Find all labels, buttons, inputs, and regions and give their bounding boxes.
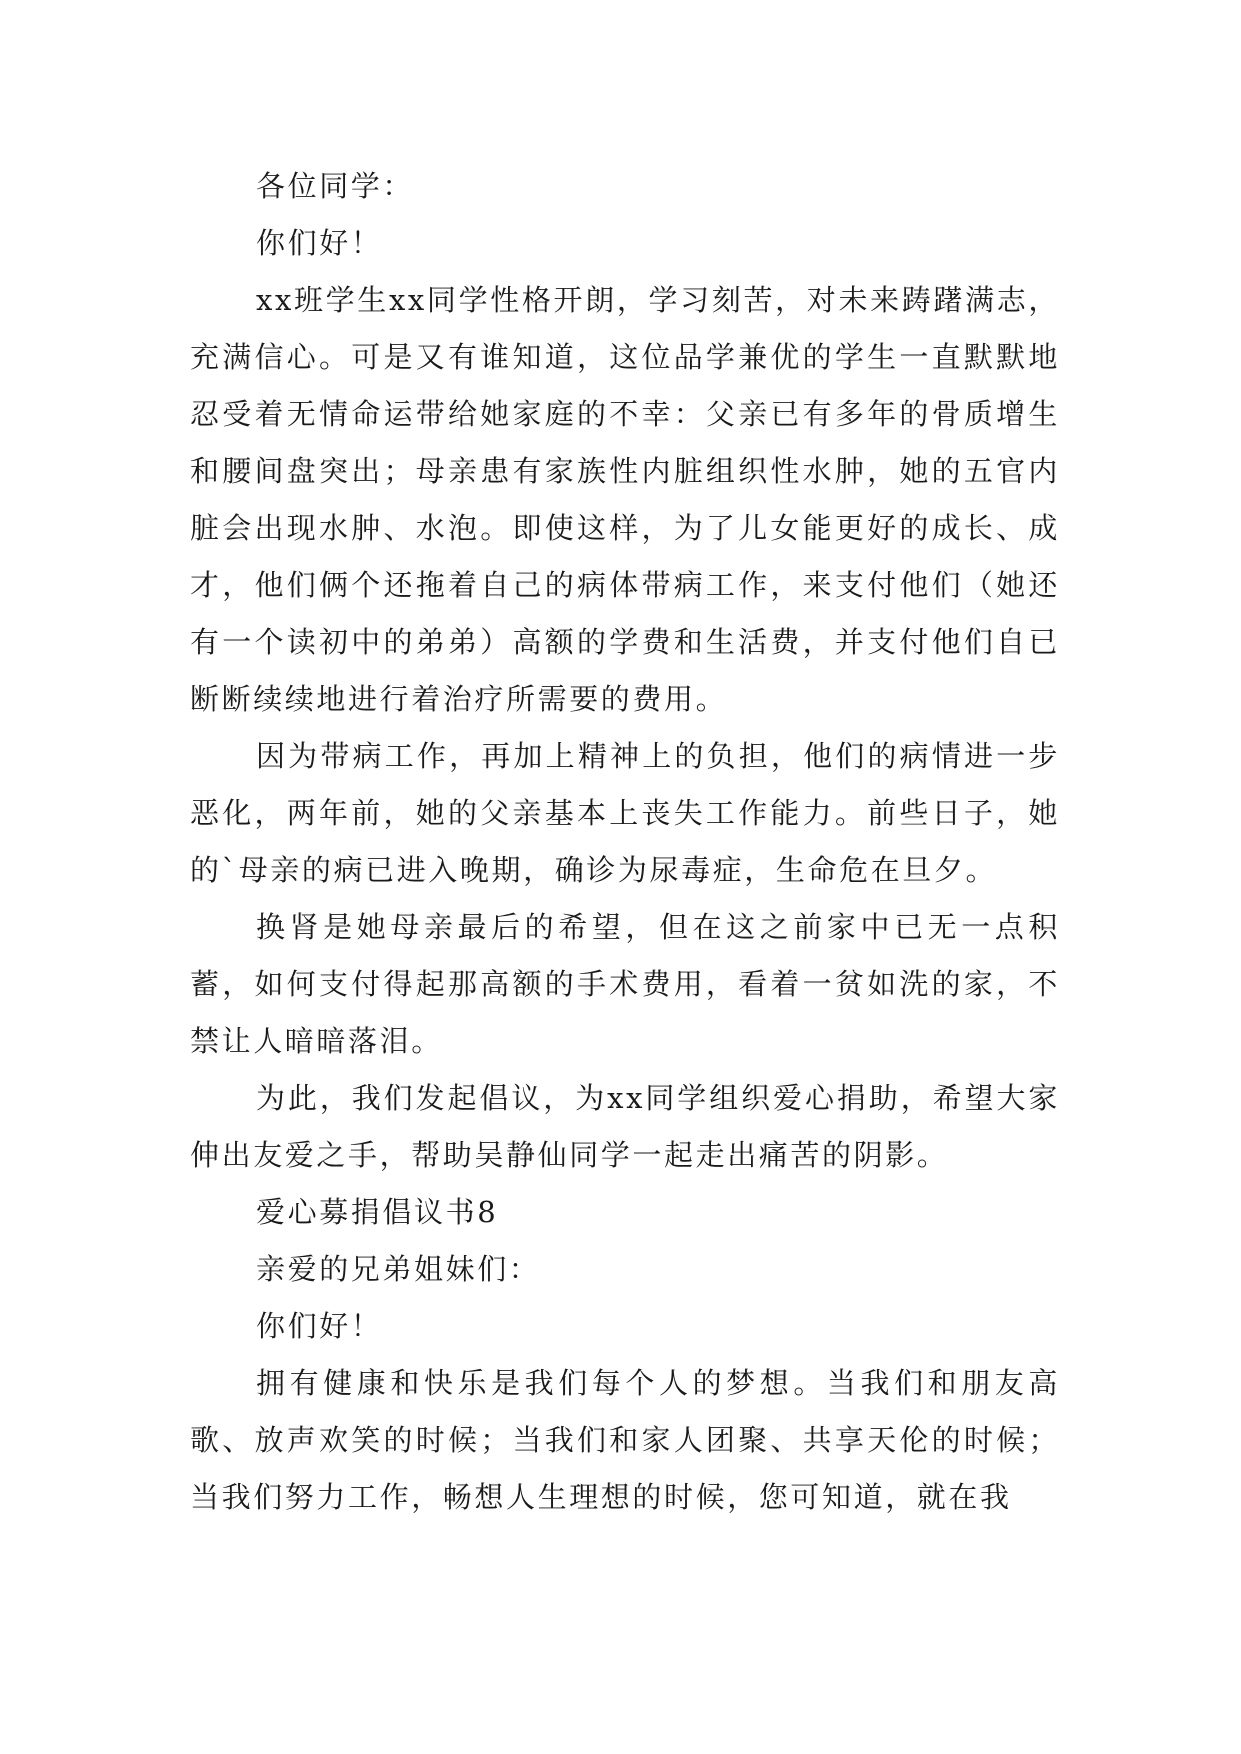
- greeting-2: 亲爱的兄弟姐妹们：: [256, 1252, 541, 1286]
- paragraph-student-situation: xx班学生xx同学性格开朗，学习刻苦，对未来踌躇满志，充满信心。可是又有谁知道，这位品学兼优的学生一直默默地忍受着无情命运带给她家庭的不幸：父亲已有多年的骨质增生和腰间盘突出；母亲患有家族性内脏组织性水肿，她的五官内脏会出现水肿、水泡。即使这样，为了儿女能更好的成长、成才，他们俩个还拖着自己的病体带病工作，来支付他们（她还有一个读初中的弟弟）高额的学费和生活费，并支付他们自已断断续续地进行着治疗所需要的费用。: [190, 283, 1060, 716]
- document-body: [190, 158, 1060, 1526]
- paragraph-call-to-action: 为此，我们发起倡议，为xx同学组织爱心捐助，希望大家伸出友爱之手，帮助吴静仙同学一起走出痛苦的阴影。: [190, 1081, 1060, 1172]
- salutation-2: 你们好！: [256, 1309, 383, 1343]
- salutation: 你们好！: [256, 226, 383, 260]
- paragraph-health-happiness: 拥有健康和快乐是我们每个人的梦想。当我们和朋友高歌、放声欢笑的时候；当我们和家人团聚、共享天伦的时候；当我们努力工作，畅想人生理想的时候，您可知道，就在我: [190, 1366, 1060, 1514]
- greeting: 各位同学：: [256, 169, 415, 203]
- paragraph-kidney-hope: 换肾是她母亲最后的希望，但在这之前家中已无一点积蓄，如何支付得起那高额的手术费用，看着一贫如洗的家，不禁让人暗暗落泪。: [190, 910, 1060, 1058]
- section-title: 爱心募捐倡议书8: [256, 1195, 499, 1229]
- paragraph-illness-worsening: 因为带病工作，再加上精神上的负担，他们的病情进一步恶化，两年前，她的父亲基本上丧失工作能力。前些日子，她的`母亲的病已进入晚期，确诊为尿毒症，生命危在旦夕。: [190, 739, 1060, 887]
